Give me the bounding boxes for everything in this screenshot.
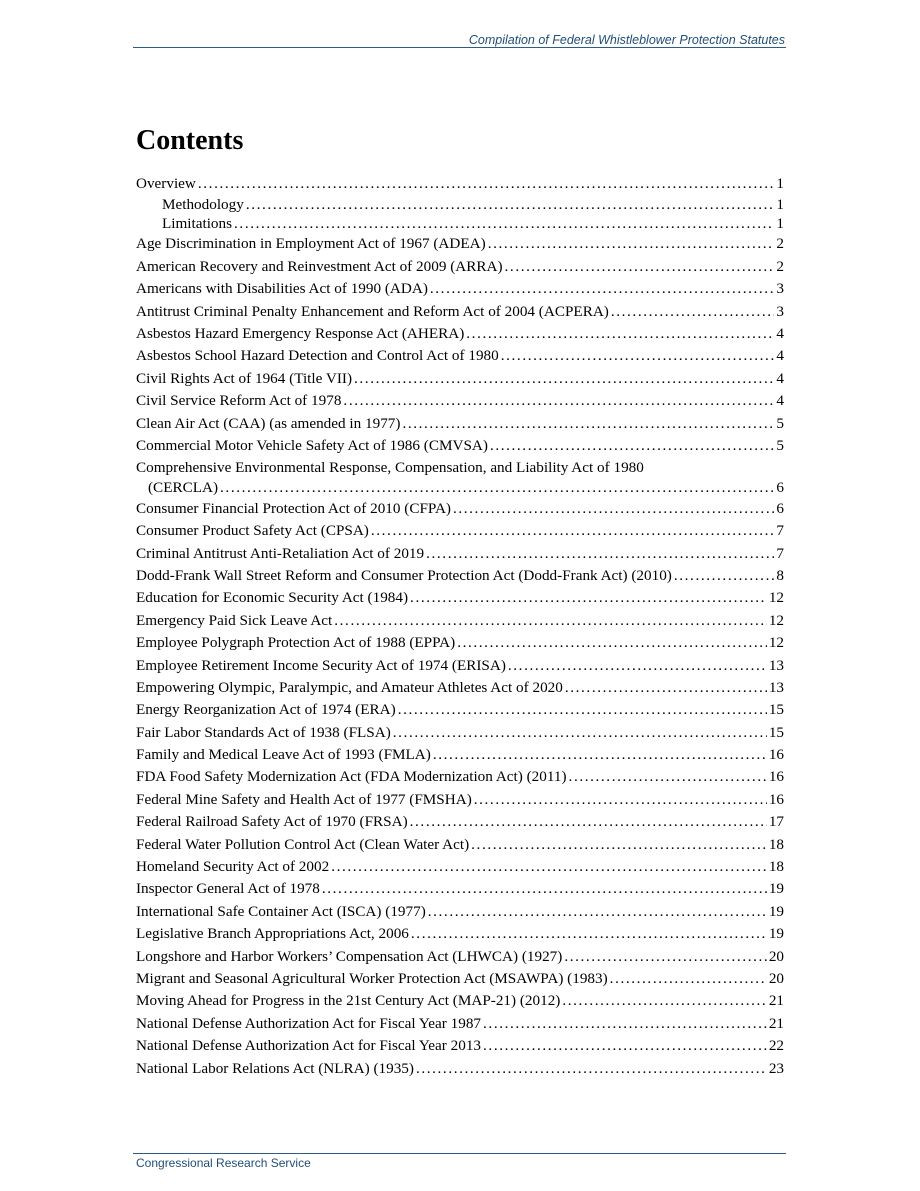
toc-entry[interactable]: [136, 722, 784, 744]
toc-entry[interactable]: [136, 699, 784, 721]
toc-entry-text: Comprehensive Environmental Response, Compensation, and Liability Act of 1980: [136, 459, 644, 477]
toc-entry-text: Education for Economic Security Act (1984): [136, 589, 409, 607]
toc-entry-text: Methodology: [162, 196, 244, 214]
toc-entry-text: International Safe Container Act (ISCA) (1977): [136, 902, 426, 920]
page-title: Contents: [136, 125, 244, 156]
toc-entry-page-number: 18: [768, 858, 784, 876]
toc-entry[interactable]: [136, 990, 784, 1012]
toc-entry-text: Limitations: [162, 214, 233, 232]
toc-entry[interactable]: [136, 498, 784, 520]
toc-entry-text-continuation: (CERCLA): [148, 478, 219, 496]
toc-entry-text: Criminal Antitrust Anti-Retaliation Act of 2019: [136, 544, 425, 562]
toc-entry-page-number: 7: [776, 522, 784, 540]
toc-entry-page-number: 2: [776, 257, 784, 275]
dot-leader: [430, 278, 775, 300]
dot-leader: [562, 990, 766, 1012]
toc-entry[interactable]: [136, 632, 784, 654]
toc-entry[interactable]: [136, 1035, 784, 1057]
toc-entry[interactable]: [136, 1058, 784, 1080]
toc-entry[interactable]: [136, 256, 784, 278]
dot-leader: [565, 677, 767, 699]
dot-leader: [428, 901, 767, 923]
toc-entry-text: National Defense Authorization Act for Fiscal Year 2013: [136, 1037, 482, 1055]
toc-entry[interactable]: [136, 878, 784, 900]
table-of-contents: [136, 173, 784, 1080]
dot-leader: [343, 390, 774, 412]
toc-entry[interactable]: [136, 946, 784, 968]
toc-entry[interactable]: [136, 368, 784, 390]
toc-entry[interactable]: [136, 968, 784, 990]
dot-leader: [474, 789, 767, 811]
dot-leader: [471, 834, 767, 856]
toc-entry[interactable]: [136, 856, 784, 878]
dot-leader: [410, 811, 767, 833]
toc-entry-text: Migrant and Seasonal Agricultural Worker Protection Act (MSAWPA) (1983): [136, 970, 608, 987]
toc-entry-page-number: 16: [768, 790, 784, 808]
toc-entry[interactable]: [136, 459, 784, 498]
toc-entry-text: Civil Rights Act of 1964 (Title VII): [136, 369, 353, 387]
toc-entry-text: National Defense Authorization Act for Fiscal Year 1987: [136, 1014, 482, 1032]
toc-entry-page-number: 8: [776, 566, 784, 584]
dot-leader: [393, 722, 767, 744]
toc-entry-page-number: 12: [768, 589, 784, 607]
dot-leader: [426, 543, 774, 565]
toc-entry-text: Dodd-Frank Wall Street Reform and Consumer Protection Act (Dodd-Frank Act) (2010): [136, 566, 672, 584]
toc-entry-page-number: 1: [776, 214, 784, 232]
toc-entry-page-number: 3: [776, 280, 784, 298]
toc-entry-text: Empowering Olympic, Paralympic, and Amateur Athletes Act of 2020: [136, 678, 563, 696]
footer-publisher: Congressional Research Service: [136, 1156, 311, 1170]
toc-entry-page-number: 21: [768, 1014, 784, 1032]
toc-entry-text: Moving Ahead for Progress in the 21st Century Act (MAP-21) (2012): [136, 992, 561, 1010]
toc-entry-text: National Labor Relations Act (NLRA) (1935): [136, 1059, 414, 1077]
toc-entry-page-number: 13: [768, 678, 784, 696]
dot-leader: [416, 1058, 767, 1080]
toc-entry-text: Consumer Product Safety Act (CPSA): [136, 522, 369, 540]
toc-entry-text: Americans with Disabilities Act of 1990 (ADA): [136, 280, 428, 298]
toc-entry-text: Asbestos Hazard Emergency Response Act (AHERA): [136, 324, 465, 342]
toc-entry-text: Antitrust Criminal Penalty Enhancement and Reform Act of 2004 (ACPERA): [136, 302, 609, 320]
toc-entry-page-number: 2: [776, 235, 784, 253]
toc-entry-page-number: 6: [776, 478, 784, 496]
dot-leader: [334, 610, 767, 632]
toc-entry-page-number: 4: [776, 324, 784, 342]
dot-leader: [198, 173, 775, 195]
toc-entry-page-number: 6: [776, 499, 784, 517]
toc-entry[interactable]: [136, 196, 784, 215]
dot-leader: [501, 345, 775, 367]
toc-entry-page-number: 7: [776, 544, 784, 562]
toc-entry-text: Emergency Paid Sick Leave Act: [136, 611, 333, 629]
dot-leader: [483, 1035, 767, 1057]
toc-entry[interactable]: [136, 834, 784, 856]
toc-entry[interactable]: [136, 744, 784, 766]
dot-leader: [322, 878, 767, 900]
toc-entry-page-number: 12: [768, 611, 784, 629]
toc-entry[interactable]: [136, 543, 784, 565]
dot-leader: [466, 323, 774, 345]
dot-leader: [371, 520, 775, 542]
dot-leader: [220, 477, 774, 498]
toc-entry-text: Fair Labor Standards Act of 1938 (FLSA): [136, 723, 391, 741]
dot-leader: [410, 587, 767, 609]
dot-leader: [331, 856, 767, 878]
dot-leader: [505, 256, 775, 278]
toc-entry-text: Consumer Financial Protection Act of 2010 (CFPA): [136, 499, 451, 517]
toc-entry[interactable]: [136, 766, 784, 788]
toc-entry-page-number: 17: [768, 813, 784, 831]
dot-leader: [564, 946, 766, 968]
toc-entry-text: Legislative Branch Appropriations Act, 2006: [136, 925, 409, 943]
toc-entry[interactable]: [136, 301, 784, 323]
toc-entry-text: Civil Service Reform Act of 1978: [136, 392, 342, 410]
toc-entry-page-number: 20: [768, 947, 784, 965]
toc-entry[interactable]: [136, 215, 784, 234]
toc-entry-text: FDA Food Safety Modernization Act (FDA Modernization Act) (2011): [136, 768, 567, 786]
dot-leader: [490, 435, 774, 457]
toc-entry-text: Clean Air Act (CAA) (as amended in 1977): [136, 414, 401, 432]
toc-entry-page-number: 16: [768, 746, 784, 764]
toc-entry[interactable]: [136, 655, 784, 677]
dot-leader: [488, 233, 775, 255]
toc-entry[interactable]: [136, 520, 784, 542]
dot-leader: [354, 368, 774, 390]
toc-entry-text: Employee Polygraph Protection Act of 1988 (EPPA): [136, 634, 456, 652]
toc-entry-page-number: 5: [776, 436, 784, 454]
toc-entry-text: Employee Retirement Income Security Act of 1974 (ERISA): [136, 656, 506, 674]
toc-entry[interactable]: [136, 789, 784, 811]
toc-entry-page-number: 12: [768, 634, 784, 652]
toc-entry-text: Federal Mine Safety and Health Act of 1977 (FMSHA): [136, 790, 472, 808]
toc-entry-page-number: 1: [776, 196, 784, 214]
footer-divider: [133, 1153, 786, 1154]
toc-entry[interactable]: [136, 233, 784, 255]
toc-entry[interactable]: [136, 173, 784, 195]
toc-entry-text: Energy Reorganization Act of 1974 (ERA): [136, 701, 396, 719]
toc-entry-text: Commercial Motor Vehicle Safety Act of 1986 (CMVSA): [136, 436, 488, 454]
toc-entry-text: Overview: [136, 175, 196, 192]
toc-entry[interactable]: [136, 610, 784, 632]
dot-leader: [402, 413, 774, 435]
toc-entry[interactable]: [136, 345, 784, 367]
toc-entry[interactable]: [136, 923, 784, 945]
header-divider: [133, 47, 786, 48]
dot-leader: [611, 301, 775, 323]
dot-leader: [234, 215, 774, 234]
toc-entry-page-number: 3: [776, 302, 784, 320]
toc-entry-text: Federal Water Pollution Control Act (Clean Water Act): [136, 835, 470, 853]
dot-leader: [453, 498, 774, 520]
toc-entry-text: Family and Medical Leave Act of 1993 (FMLA): [136, 746, 431, 764]
toc-entry-page-number: 5: [776, 414, 784, 432]
toc-entry[interactable]: [136, 278, 784, 300]
toc-entry-page-number: 16: [768, 768, 784, 786]
toc-entry-page-number: 15: [768, 701, 784, 719]
dot-leader: [433, 744, 767, 766]
toc-entry-text: Age Discrimination in Employment Act of 1967 (ADEA): [136, 235, 486, 253]
dot-leader: [508, 655, 767, 677]
toc-entry-page-number: 13: [768, 656, 784, 674]
toc-entry[interactable]: [136, 390, 784, 412]
toc-entry-page-number: 19: [768, 902, 784, 920]
toc-entry-page-number: 1: [776, 175, 784, 192]
toc-entry-page-number: 4: [776, 392, 784, 410]
toc-entry-page-number: 22: [768, 1037, 784, 1055]
toc-entry[interactable]: [136, 587, 784, 609]
dot-leader: [411, 923, 767, 945]
toc-entry-text: Federal Railroad Safety Act of 1970 (FRSA): [136, 813, 408, 831]
dot-leader: [398, 699, 767, 721]
dot-leader: [674, 565, 775, 587]
dot-leader: [246, 196, 775, 215]
toc-entry-page-number: 15: [768, 723, 784, 741]
toc-entry-page-number: 21: [768, 992, 784, 1010]
toc-entry-text: Asbestos School Hazard Detection and Control Act of 1980: [136, 347, 499, 365]
toc-entry-page-number: 4: [776, 347, 784, 365]
toc-entry-page-number: 23: [768, 1059, 784, 1077]
toc-entry-text: Homeland Security Act of 2002: [136, 858, 330, 876]
toc-entry[interactable]: [136, 1013, 784, 1035]
toc-entry-page-number: 19: [768, 925, 784, 943]
dot-leader: [569, 766, 767, 788]
toc-entry[interactable]: [136, 435, 784, 457]
toc-entry[interactable]: [136, 323, 784, 345]
dot-leader: [483, 1013, 767, 1035]
dot-leader: [610, 968, 767, 990]
toc-entry[interactable]: [136, 565, 784, 587]
toc-entry[interactable]: [136, 413, 784, 435]
toc-entry-text: Inspector General Act of 1978: [136, 880, 320, 898]
toc-entry-page-number: 20: [768, 970, 784, 987]
toc-entry-text: American Recovery and Reinvestment Act of 2009 (ARRA): [136, 257, 503, 275]
toc-entry-text: Longshore and Harbor Workers’ Compensation Act (LHWCA) (1927): [136, 947, 563, 965]
toc-entry-page-number: 18: [768, 835, 784, 853]
running-header-title: Compilation of Federal Whistleblower Protection Statutes: [468, 33, 785, 47]
dot-leader: [457, 632, 767, 654]
toc-entry-page-number: 4: [776, 369, 784, 387]
toc-entry[interactable]: [136, 677, 784, 699]
toc-entry-page-number: 19: [768, 880, 784, 898]
toc-entry[interactable]: [136, 901, 784, 923]
toc-entry[interactable]: [136, 811, 784, 833]
